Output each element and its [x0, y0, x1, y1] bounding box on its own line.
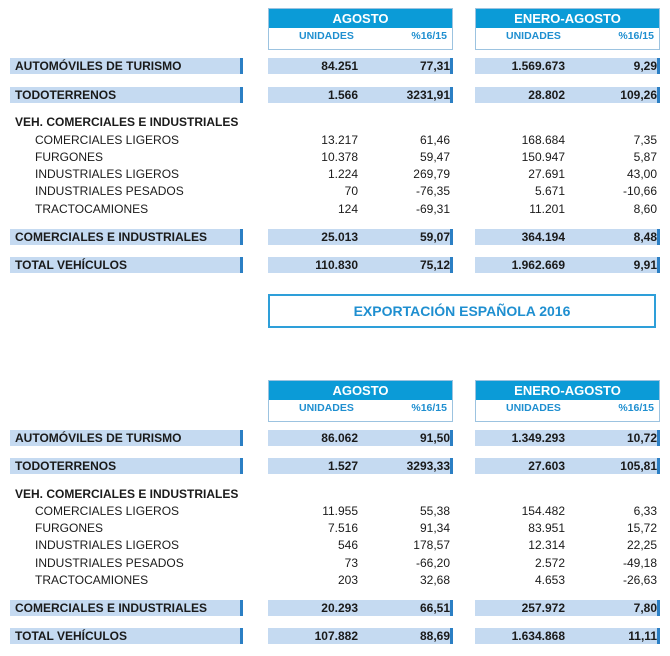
cell-b-pct: 15,72: [626, 521, 657, 535]
sub-label: INDUSTRIALES LIGEROS: [35, 167, 180, 181]
row-bar: [475, 58, 660, 74]
cell-a-units: 73: [344, 556, 358, 570]
row-label: COMERCIALES E INDUSTRIALES: [15, 601, 208, 615]
cell-b-pct: 8,48: [633, 230, 657, 244]
header-pct: %16/15: [411, 30, 447, 42]
cell-a-pct: 66,51: [419, 601, 450, 615]
sub-label: FURGONES: [35, 150, 104, 164]
cell-a-pct: 59,07: [419, 230, 450, 244]
cell-b-pct: 7,80: [633, 601, 657, 615]
sub-label: FURGONES: [35, 521, 104, 535]
cell-b-pct: 7,35: [633, 133, 657, 147]
header-agosto: [268, 8, 453, 50]
cell-a-units: 10.378: [321, 150, 358, 164]
cell-a-units: 7.516: [327, 521, 358, 535]
cell-b-pct: 105,81: [620, 459, 657, 473]
header-units: UNIDADES: [506, 30, 561, 42]
cell-a-units: 110.830: [315, 258, 358, 272]
cell-a-pct: 88,69: [419, 629, 450, 643]
cell-a-pct: -76,35: [415, 184, 450, 198]
cell-a-units: 124: [337, 202, 358, 216]
cell-b-pct: 109,26: [620, 88, 657, 102]
sub-label: INDUSTRIALES PESADOS: [35, 184, 184, 198]
header-agosto-title: AGOSTO: [269, 9, 452, 28]
cell-b-pct: 10,72: [626, 431, 657, 445]
cell-b-pct: -26,63: [622, 573, 657, 587]
section-label: VEH. COMERCIALES E INDUSTRIALES: [15, 487, 239, 501]
cell-b-units: 257.972: [521, 601, 565, 615]
header-pct: %16/15: [618, 402, 654, 414]
row-label: TOTAL VEHÍCULOS: [15, 629, 128, 643]
cell-b-units: 1.962.669: [511, 258, 565, 272]
cell-b-units: 11.201: [529, 202, 565, 216]
cell-b-units: 364.194: [521, 230, 565, 244]
cell-a-units: 107.882: [314, 629, 358, 643]
cell-a-pct: 77,31: [419, 59, 450, 73]
row-bar: [475, 600, 660, 616]
cell-a-units: 84.251: [321, 59, 358, 73]
header-agosto: [268, 380, 453, 422]
cell-b-units: 5.671: [534, 184, 565, 198]
cell-b-pct: 9,29: [633, 59, 657, 73]
sub-label: COMERCIALES LIGEROS: [35, 504, 180, 518]
cell-a-pct: 75,12: [419, 258, 450, 272]
row-label: AUTOMÓVILES DE TURISMO: [15, 431, 182, 445]
cell-b-units: 168.684: [521, 133, 565, 147]
sub-label: TRACTOCAMIONES: [35, 573, 149, 587]
cell-a-pct: 32,68: [419, 573, 450, 587]
cell-a-pct: 61,46: [419, 133, 450, 147]
sub-label: COMERCIALES LIGEROS: [35, 133, 180, 147]
sub-label: INDUSTRIALES PESADOS: [35, 556, 184, 570]
sub-label: INDUSTRIALES LIGEROS: [35, 538, 180, 552]
header-units: UNIDADES: [506, 402, 561, 414]
cell-a-pct: 91,34: [419, 521, 450, 535]
cell-a-pct: 91,50: [419, 431, 450, 445]
cell-b-units: 27.691: [528, 167, 565, 181]
sub-label: TRACTOCAMIONES: [35, 202, 149, 216]
cell-a-units: 13.217: [321, 133, 358, 147]
cell-b-pct: 9,91: [633, 258, 657, 272]
header-enero-agosto-title: ENERO-AGOSTO: [476, 381, 659, 400]
cell-a-units: 20.293: [321, 601, 358, 615]
cell-a-pct: 59,47: [419, 150, 450, 164]
cell-b-units: 2.572: [534, 556, 565, 570]
cell-b-units: 83.951: [528, 521, 565, 535]
cell-b-pct: -49,18: [622, 556, 657, 570]
cell-b-units: 1.634.868: [511, 629, 565, 643]
cell-b-pct: 5,87: [633, 150, 657, 164]
header-agosto-title: AGOSTO: [269, 381, 452, 400]
header-units: UNIDADES: [299, 402, 354, 414]
cell-a-units: 203: [337, 573, 358, 587]
cell-b-units: 4.653: [534, 573, 565, 587]
row-label: AUTOMÓVILES DE TURISMO: [15, 59, 182, 73]
cell-a-units: 25.013: [321, 230, 358, 244]
header-units: UNIDADES: [299, 30, 354, 42]
cell-b-units: 150.947: [521, 150, 565, 164]
cell-a-pct: -69,31: [415, 202, 450, 216]
row-label: TODOTERRENOS: [15, 459, 117, 473]
row-label: COMERCIALES E INDUSTRIALES: [15, 230, 208, 244]
cell-b-pct: -10,66: [622, 184, 657, 198]
cell-a-units: 1.224: [327, 167, 358, 181]
cell-b-pct: 8,60: [633, 202, 657, 216]
cell-b-pct: 22,25: [626, 538, 657, 552]
header-enero-agosto: [475, 380, 660, 422]
cell-b-units: 12.314: [528, 538, 565, 552]
cell-b-pct: 43,00: [626, 167, 657, 181]
header-pct: %16/15: [411, 402, 447, 414]
cell-a-pct: -66,20: [415, 556, 450, 570]
cell-a-pct: 269,79: [413, 167, 450, 181]
cell-b-pct: 11,11: [628, 629, 657, 643]
cell-a-units: 546: [337, 538, 358, 552]
cell-a-pct: 3293,33: [406, 459, 450, 473]
cell-b-pct: 6,33: [633, 504, 657, 518]
export-banner: EXPORTACIÓN ESPAÑOLA 2016: [268, 294, 656, 328]
cell-a-units: 86.062: [321, 431, 358, 445]
cell-a-pct: 55,38: [419, 504, 450, 518]
cell-a-units: 1.527: [327, 459, 358, 473]
row-label: TOTAL VEHÍCULOS: [15, 258, 128, 272]
cell-a-units: 11.955: [322, 504, 358, 518]
cell-a-units: 1.566: [327, 88, 358, 102]
row-bar: [475, 257, 660, 273]
cell-b-units: 28.802: [528, 88, 565, 102]
header-enero-agosto: [475, 8, 660, 50]
cell-b-units: 1.349.293: [511, 431, 565, 445]
cell-a-pct: 3231,91: [406, 88, 450, 102]
cell-b-units: 154.482: [521, 504, 565, 518]
row-label: TODOTERRENOS: [15, 88, 117, 102]
header-enero-agosto-title: ENERO-AGOSTO: [476, 9, 659, 28]
row-bar: [475, 229, 660, 245]
header-pct: %16/15: [618, 30, 654, 42]
cell-b-units: 27.603: [528, 459, 565, 473]
cell-a-pct: 178,57: [413, 538, 450, 552]
cell-a-units: 70: [344, 184, 358, 198]
section-label: VEH. COMERCIALES E INDUSTRIALES: [15, 115, 239, 129]
cell-b-units: 1.569.673: [511, 59, 565, 73]
